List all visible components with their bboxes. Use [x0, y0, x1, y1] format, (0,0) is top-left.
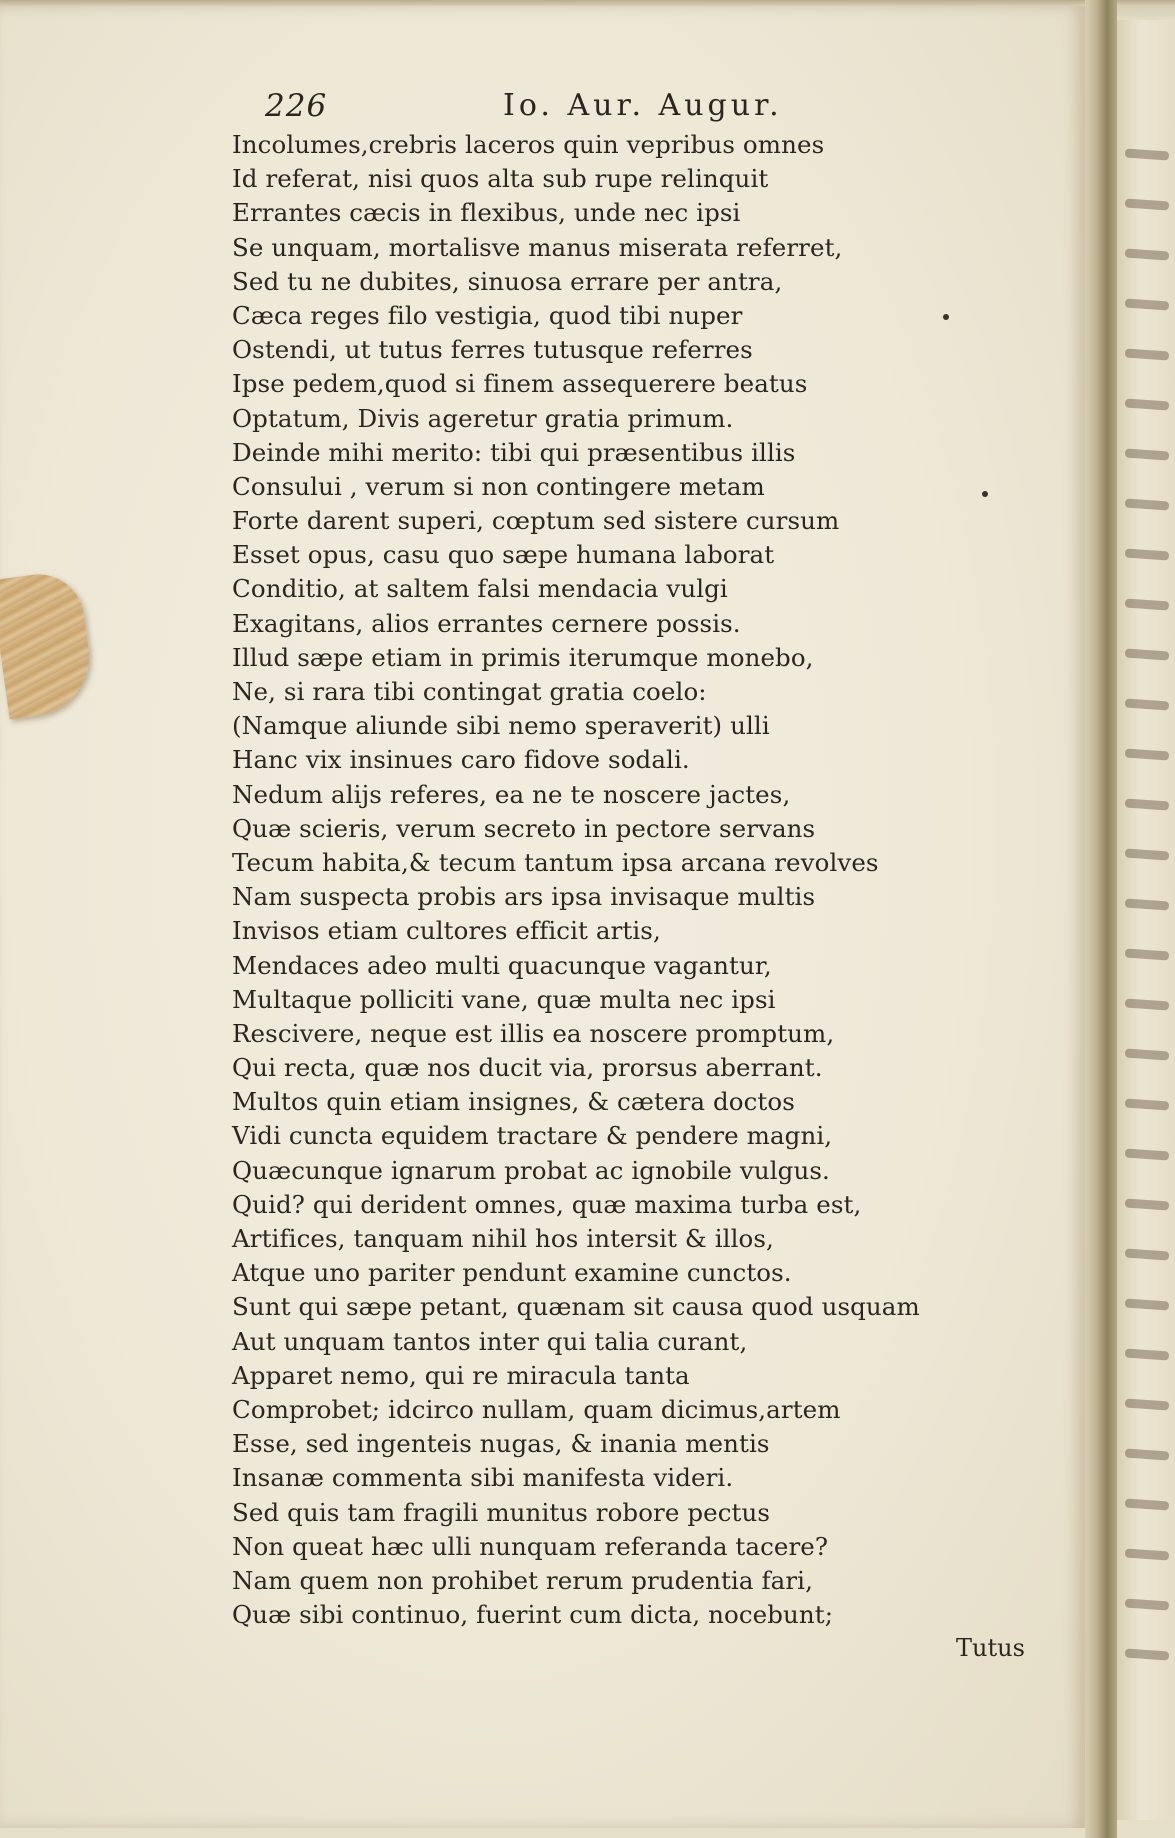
facing-page-mark [1125, 898, 1170, 910]
facing-page-mark [1125, 1648, 1170, 1660]
verse-line: Exagitans, alios errantes cernere possis. [232, 608, 741, 638]
verse-line: Id referat, nisi quos alta sub rupe relinquit [232, 164, 769, 194]
verse-line: Multaque polliciti vane, quæ multa nec ipsi [232, 984, 776, 1014]
verse-line: Ipse pedem,quod si finem assequerere beatus [232, 369, 808, 399]
facing-page-mark [1125, 1198, 1170, 1210]
verse-line: Sed tu ne dubites, sinuosa errare per antra, [232, 266, 783, 296]
verse-line: Sed quis tam fragili munitus robore pectus [232, 1497, 771, 1527]
verse-line: Invisos etiam cultores efficit artis, [232, 916, 661, 946]
verse-line: Non queat hæc ulli nunquam referanda tacere? [232, 1531, 829, 1561]
verse-line: Nedum alijs referes, ea ne te noscere jactes, [232, 779, 791, 809]
facing-page-mark [1125, 1298, 1170, 1310]
page-header [265, 88, 865, 126]
facing-page-mark [1125, 498, 1170, 510]
verse-line: Comprobet; idcirco nullam, quam dicimus,artem [232, 1394, 841, 1424]
facing-page-mark [1125, 1248, 1170, 1260]
facing-page-mark [1125, 598, 1170, 610]
verse-line: Illud sæpe etiam in primis iterumque monebo, [232, 642, 814, 672]
page-number: 226 [265, 88, 328, 124]
verse-line: Atque uno pariter pendunt examine cunctos. [232, 1258, 792, 1288]
verse-line: Quid? qui derident omnes, quæ maxima turba est, [232, 1189, 862, 1219]
verse-line: Mendaces adeo multi quacunque vagantur, [232, 950, 772, 980]
verse-line: Aut unquam tantos inter qui talia curant, [232, 1326, 748, 1356]
facing-page-mark [1125, 748, 1170, 760]
facing-page-mark [1125, 148, 1170, 160]
verse-line: Esset opus, casu quo sæpe humana laborat [232, 540, 775, 570]
facing-page-mark [1125, 948, 1170, 960]
verse-line: Apparet nemo, qui re miracula tanta [232, 1360, 690, 1390]
facing-page-mark [1125, 298, 1170, 310]
verse-line: Insanæ commenta sibi manifesta videri. [232, 1463, 734, 1493]
verse-line: Consului , verum si non contingere metam [232, 471, 765, 501]
facing-page-mark [1125, 1348, 1170, 1360]
verse-line: Sunt qui sæpe petant, quænam sit causa quod usquam [232, 1292, 920, 1322]
facing-page-mark [1125, 548, 1170, 560]
verse-line: Multos quin etiam insignes, & cætera doctos [232, 1087, 795, 1117]
verse-line: Optatum, Divis ageretur gratia primum. [232, 403, 734, 433]
facing-page-mark [1125, 698, 1170, 710]
facing-page-mark [1125, 848, 1170, 860]
facing-page-mark [1125, 1498, 1170, 1510]
verse-line: (Namque aliunde sibi nemo speraverit) ulli [232, 711, 770, 741]
facing-page-mark [1125, 398, 1170, 410]
verse-line: Quæcunque ignarum probat ac ignobile vulgus. [232, 1155, 830, 1185]
ink-speck [943, 314, 949, 320]
verse-line: Errantes cæcis in flexibus, unde nec ipsi [232, 198, 741, 228]
verse-line: Rescivere, neque est illis ea noscere promptum, [232, 1018, 835, 1048]
facing-page-mark [1125, 998, 1170, 1010]
verse-line: Deinde mihi merito: tibi qui præsentibus illis [232, 437, 796, 467]
verse-line: Tecum habita,& tecum tantum ipsa arcana revolves [232, 847, 879, 877]
facing-page-mark [1125, 1398, 1170, 1410]
verse-line: Forte darent superi, cœptum sed sistere cursum [232, 506, 840, 536]
facing-page-mark [1125, 1048, 1170, 1060]
facing-page-mark [1125, 798, 1170, 810]
verse-line: Nam quem non prohibet rerum prudentia fari, [232, 1565, 813, 1595]
verse-line: Vidi cuncta equidem tractare & pendere magni, [232, 1121, 833, 1151]
catchword: Tutus [956, 1634, 1025, 1662]
running-head: Io. Aur. Augur. [503, 88, 783, 123]
verse-line: Cæca reges filo vestigia, quod tibi nuper [232, 300, 743, 330]
facing-page-mark [1125, 648, 1170, 660]
verse-line: Conditio, at saltem falsi mendacia vulgi [232, 574, 728, 604]
verse-line: Nam suspecta probis ars ipsa invisaque multis [232, 882, 816, 912]
facing-page-mark [1125, 198, 1170, 210]
verse-line: Ostendi, ut tutus ferres tutusque referres [232, 335, 753, 365]
facing-page-mark [1125, 1548, 1170, 1560]
ink-speck [982, 491, 988, 497]
verse-line: Qui recta, quæ nos ducit via, prorsus aberrant. [232, 1053, 823, 1083]
facing-page-mark [1125, 1598, 1170, 1610]
facing-page-mark [1125, 1098, 1170, 1110]
verse-line: Esse, sed ingenteis nugas, & inania mentis [232, 1429, 770, 1459]
facing-page-mark [1125, 248, 1170, 260]
verse-text-block [232, 128, 932, 1632]
verse-line: Hanc vix insinues caro fidove sodali. [232, 745, 690, 775]
verse-line: Se unquam, mortalisve manus miserata referret, [232, 232, 843, 262]
verse-line: Quæ sibi continuo, fuerint cum dicta, nocebunt; [232, 1600, 834, 1630]
facing-page-edge [1117, 20, 1175, 1820]
facing-page-mark [1125, 448, 1170, 460]
facing-page-mark [1125, 1448, 1170, 1460]
verse-line: Quæ scieris, verum secreto in pectore servans [232, 813, 816, 843]
verse-line: Artifices, tanquam nihil hos intersit & illos, [232, 1224, 774, 1253]
facing-page-mark [1125, 1148, 1170, 1160]
page-gutter [1085, 0, 1117, 1838]
facing-page-mark [1125, 348, 1170, 360]
verse-line: Ne, si rara tibi contingat gratia coelo: [232, 677, 707, 706]
verse-line: Incolumes,crebris laceros quin vepribus omnes [232, 130, 825, 159]
